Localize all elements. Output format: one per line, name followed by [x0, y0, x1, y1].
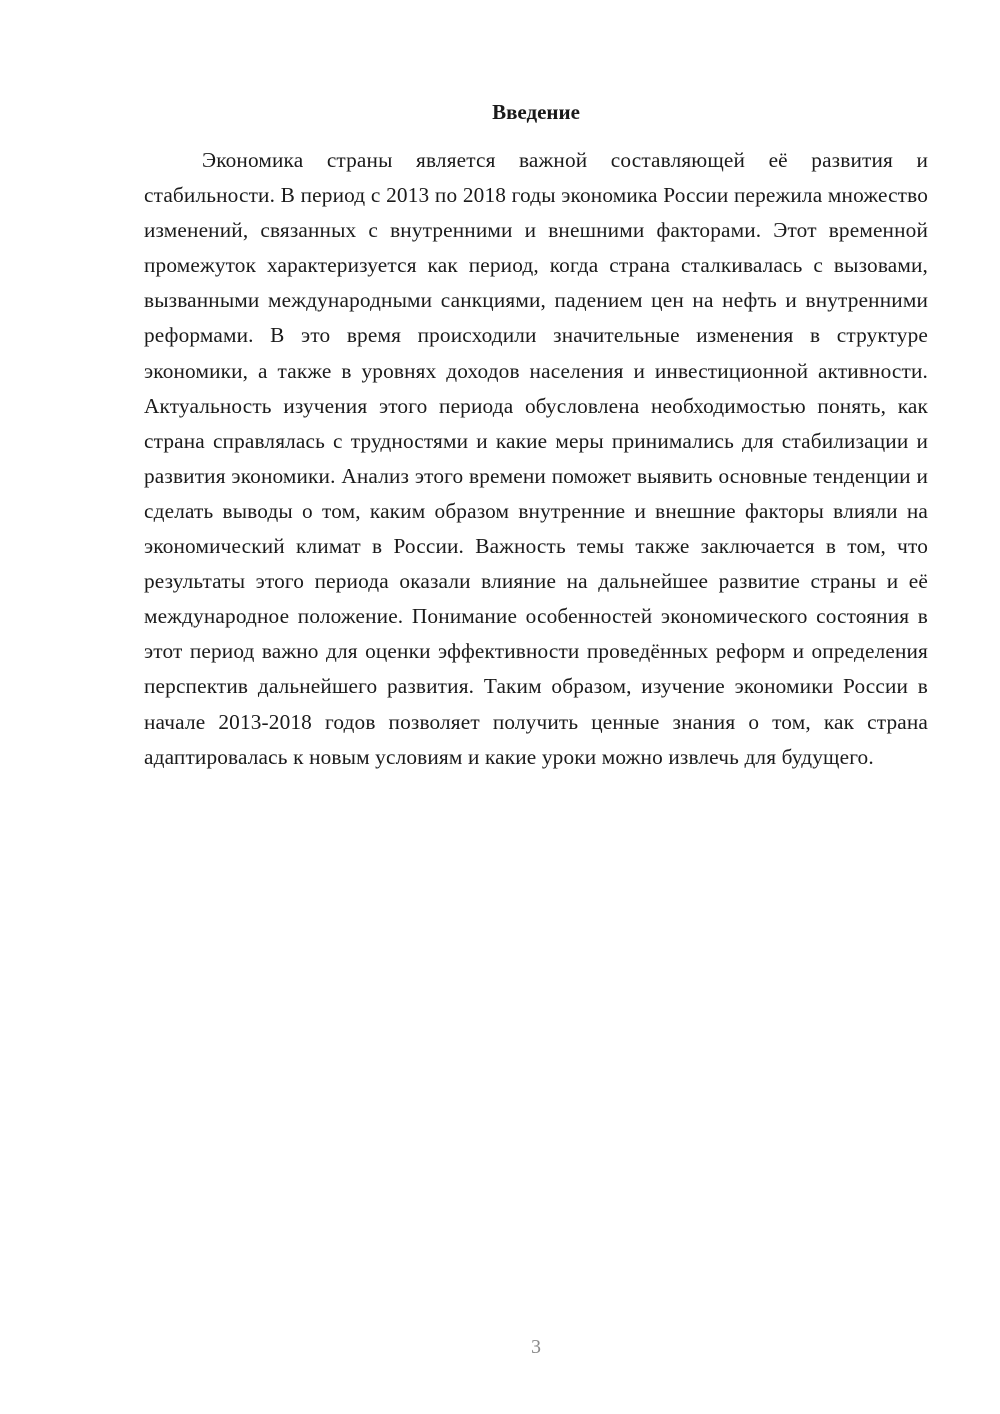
page-number: 3 — [531, 1336, 541, 1358]
section-heading: Введение — [492, 100, 580, 124]
body-paragraph: Экономика страны является важной составляющей её развития и стабильности. В период с 2013 по 2018 годы экономика России пережила множество изменений, связанных с внутренними и внешними факторами. Этот временной промежуток характеризуется как период, когда страна сталкивалась с вызовами, вызванными международными санкциями, падением цен на нефть и внутренними реформами. В это время происходили значительные изменения в структуре экономики, а также в уровнях доходов населения и инвестиционной активности. Актуальность изучения этого периода обусловлена необходимостью понять, как страна справлялась с трудностями и какие меры принимались для стабилизации и развития экономики. Анализ этого времени поможет выявить основные тенденции и сделать выводы о том, каким образом внутренние и внешние факторы влияли на экономический климат в России. Важность темы также заключается в том, что результаты этого периода оказали влияние на дальнейшее развитие страны и её международное положение. Понимание особенностей экономического состояния в этот период важно для оценки эффективности проведённых реформ и определения перспектив дальнейшего развития. Таким образом, изучение экономики России в начале 2013-2018 годов позволяет получить ценные знания о том, как страна адаптировалась к новым условиям и какие уроки можно извлечь для будущего. — [144, 148, 928, 769]
